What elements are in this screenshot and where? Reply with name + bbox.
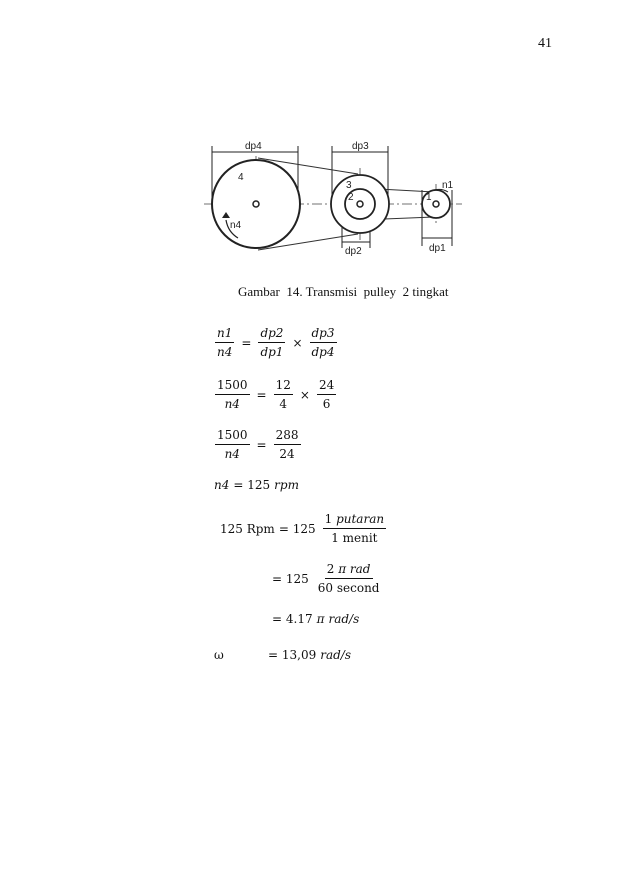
label-dp3: dp3	[352, 141, 369, 152]
label-dp1: dp1	[429, 243, 446, 254]
equation-ratio-numeric: $\frac{1500}{n4}$ = $\frac{12}{4}$ × $\frac{24}{6}$	[217, 378, 335, 411]
equation-ratio-product: $\frac{1500}{n4}$ = $\frac{288}{24}$	[217, 428, 299, 461]
label-dp2: dp2	[345, 246, 362, 257]
label-n1: n1	[442, 180, 454, 191]
equation-n4-result: n4 = 125 rpm	[214, 478, 299, 492]
equation-rad-per-second: = 125 $\frac{\text{2 π rad}}{\text{60 second}}$	[272, 562, 380, 595]
equation-rpm-conversion: 125 Rpm = 125 $\frac{\text{1 putaran}}{\text{1 menit}}$	[220, 512, 385, 545]
figure-caption: Gambar 14. Transmisi pulley 2 tingkat	[238, 284, 449, 299]
label-pulley-4: 4	[238, 172, 244, 183]
equation-omega-result: ω = 13,09 rad/s	[214, 648, 352, 662]
label-pulley-1: 1	[426, 192, 432, 203]
label-dp4: dp4	[245, 141, 262, 152]
label-pulley-2: 2	[348, 192, 354, 203]
equation-omega-pi: = 4.17 π rad/s	[272, 612, 360, 626]
pulley-diagram	[202, 138, 464, 266]
label-n4: n4	[230, 220, 242, 231]
page-number: 41	[538, 36, 552, 51]
label-pulley-3: 3	[346, 180, 352, 191]
equation-ratio-symbolic: $\frac{n1}{n4}$ = $\frac{dp2}{dp1}$ × $\frac{dp3}{dp4}$	[217, 326, 335, 359]
